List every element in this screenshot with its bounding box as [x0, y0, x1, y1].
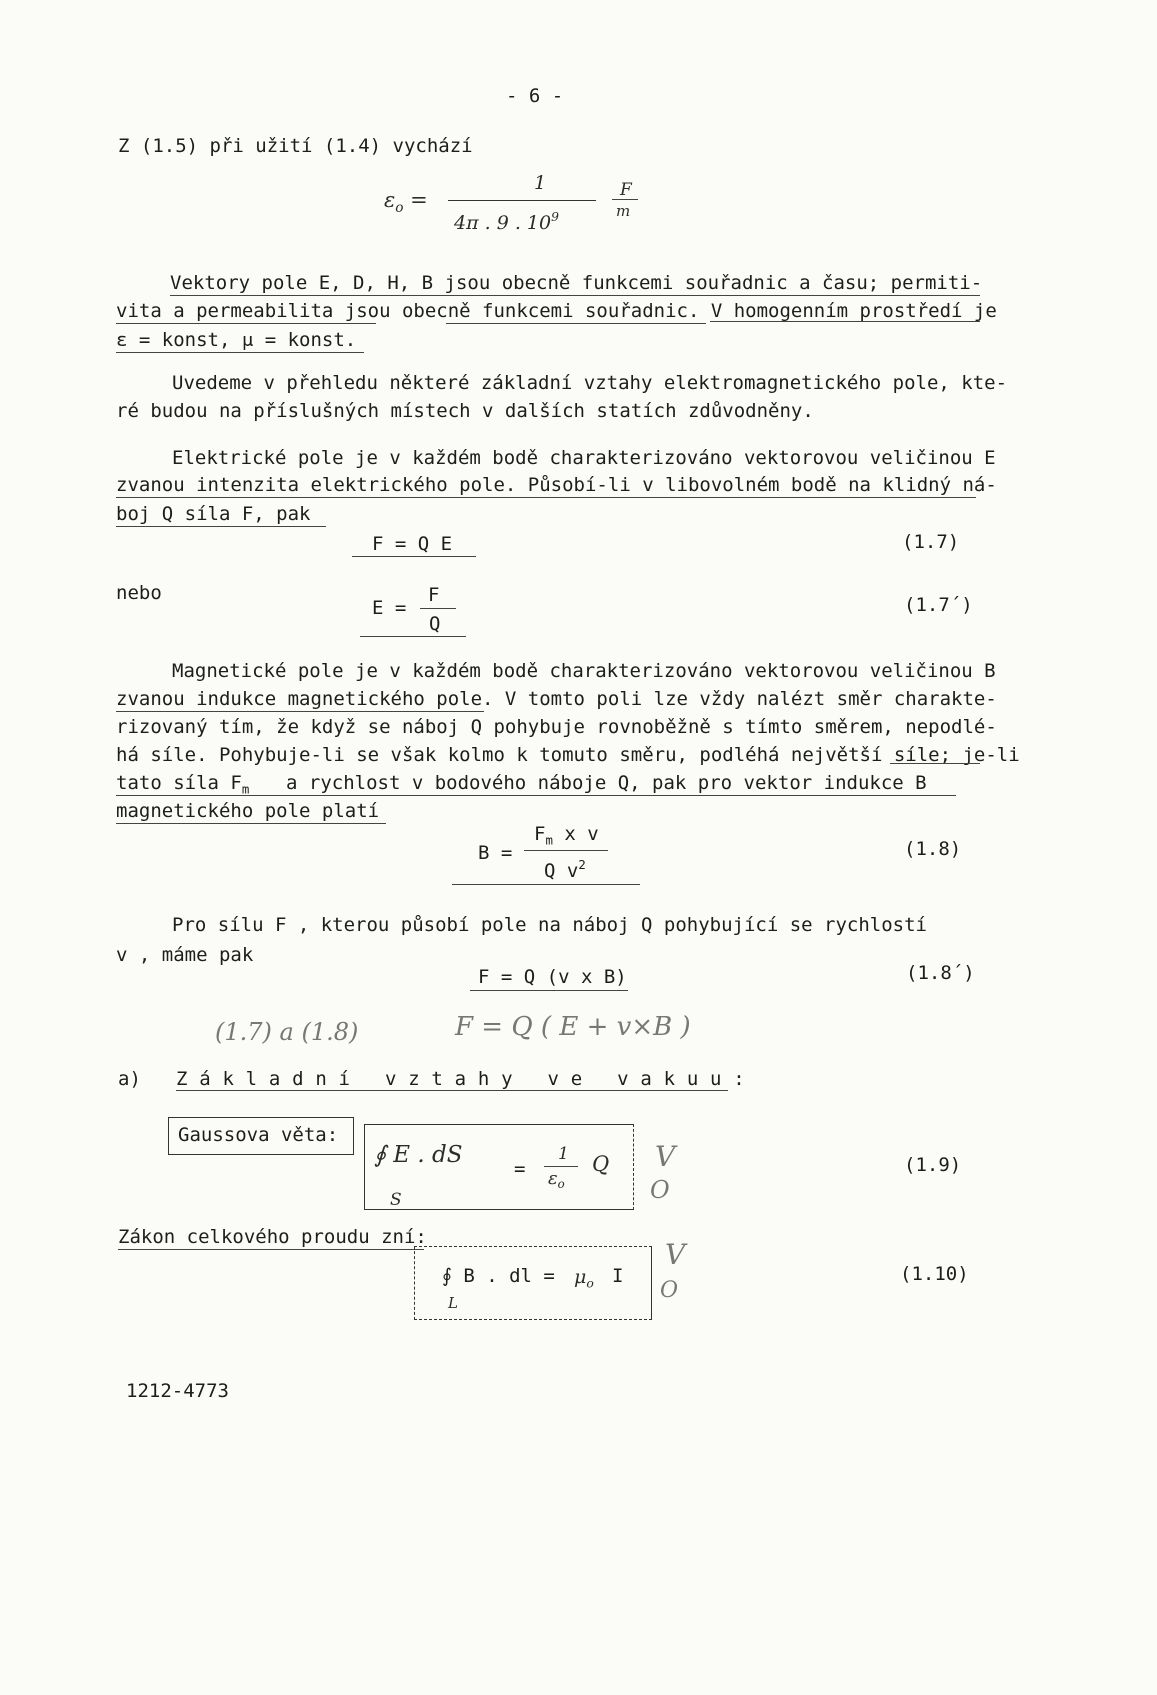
- para4-line2: zvanou indukce magnetického pole. V tomto poli lze vždy nalézt směr charakte-: [116, 688, 997, 710]
- num-force: F: [534, 823, 546, 845]
- ampere-mu: [574, 1266, 594, 1290]
- gauss-number: (1.9): [904, 1154, 962, 1176]
- epsilon0-denominator: [454, 210, 559, 234]
- gauss-margin-mark: V: [655, 1140, 676, 1173]
- epsilon0-numerator: 1: [534, 172, 547, 194]
- ampere-current: I: [612, 1265, 624, 1287]
- den-epsilon-sub: o: [557, 1177, 565, 1192]
- eq-1-8-underline: [452, 884, 640, 885]
- ampere-number: (1.10): [900, 1263, 969, 1285]
- eq-1-7b-lhs: E =: [372, 597, 407, 619]
- section-a-underline: [176, 1090, 728, 1091]
- eq-1-8-numerator: [534, 823, 599, 847]
- eq-1-7-underline: [352, 556, 476, 557]
- para1-underline3: [116, 352, 364, 353]
- para4-underline2: [116, 711, 484, 712]
- para4-line6: magnetického pole platí: [116, 800, 380, 822]
- mu-sub: o: [586, 1276, 594, 1291]
- para3-line2: zvanou intenzita elektrického pole. Působí-li v libovolném bodě na klidný ná-: [116, 474, 997, 496]
- para3-line1: Elektrické pole je v každém bodě charakterizováno vektorovou veličinou E: [172, 447, 996, 469]
- gauss-margin-o: O: [650, 1176, 670, 1204]
- eq-1-8b-number: (1.8´): [906, 962, 975, 984]
- eq-1-7b-fraction-bar: [420, 608, 456, 609]
- page-number: - 6 -: [506, 85, 564, 107]
- den-epsilon: ε: [548, 1168, 558, 1189]
- gauss-lhs: ∮ E . dS: [374, 1142, 463, 1168]
- ampere-margin-mark: V: [665, 1238, 686, 1271]
- unit-numerator: F: [620, 180, 632, 200]
- eq-1-7b-numerator: F: [428, 584, 440, 606]
- epsilon0-lhs: $\varepsilon_o$ =: [384, 188, 428, 216]
- gauss-fraction-numerator: 1: [558, 1144, 569, 1164]
- para4-line5b: a rychlost v bodového náboje Q, pak pro vektor indukce B: [286, 772, 927, 794]
- denominator-text: 4π . 9 . 10: [454, 212, 552, 235]
- para4-line5a: [116, 772, 249, 796]
- epsilon0-fraction-bar: [448, 200, 596, 201]
- force-label: tato síla F: [116, 772, 242, 794]
- epsilon-symbol: ε: [384, 188, 396, 212]
- gauss-label: Gaussova věta:: [178, 1124, 339, 1146]
- mu-symbol: μ: [574, 1266, 587, 1288]
- eq-1-7b-number: (1.7´): [904, 594, 973, 616]
- para5-line2: v , máme pak: [116, 944, 254, 966]
- handnote-left: (1.7) a (1.8): [215, 1018, 359, 1046]
- para1-line3: ε = konst, μ = konst.: [116, 329, 357, 351]
- num-rest: x v: [552, 823, 599, 845]
- para3-underline3: [116, 526, 326, 527]
- ampere-loop-sub: L: [448, 1294, 458, 1312]
- eq-1-7b-denominator: Q: [429, 613, 441, 635]
- den-exp: 2: [578, 858, 586, 872]
- epsilon-sub: o: [395, 199, 404, 216]
- eq-1-8b: F = Q (v x B): [478, 966, 627, 988]
- nebo-label: nebo: [116, 582, 162, 604]
- ampere-lhs: ∮ B . dl =: [442, 1265, 555, 1287]
- gauss-equals: =: [514, 1158, 526, 1180]
- section-a-title: Základní vztahy ve vakuu:: [176, 1068, 757, 1090]
- section-a-label: a): [118, 1068, 141, 1090]
- den-text: Q v: [544, 860, 579, 883]
- para4-underline5: [116, 795, 956, 796]
- intro-line: Z (1.5) při užití (1.4) vychází: [118, 135, 473, 157]
- force-sub: m: [241, 782, 250, 797]
- para5-line1: Pro sílu F , kterou působí pole na náboj Q pohybující se rychlostí: [172, 914, 927, 936]
- eq-1-8-fraction-bar: [524, 850, 608, 851]
- para4-line1: Magnetické pole je v každém bodě charakterizováno vektorovou veličinou B: [172, 660, 996, 682]
- denominator-exponent: 9: [551, 210, 559, 224]
- para4-underline6: [116, 823, 386, 824]
- handnote-right: F = Q ( E + v×B ): [455, 1012, 691, 1042]
- para4-line4: há síle. Pohybuje-li se však kolmo k tomuto směru, podléhá největší síle; je-li: [116, 744, 1020, 766]
- para4-line3: rizovaný tím, že když se náboj Q pohybuje rovnoběžně s tímto směrem, nepodlé-: [116, 716, 997, 738]
- gauss-surface-sub: S: [390, 1190, 402, 1210]
- ampere-margin-o: O: [660, 1278, 679, 1303]
- para3-underline2: [116, 497, 976, 498]
- ampere-label: Zákon celkového proudu zní:: [118, 1226, 427, 1248]
- para3-line3: boj Q síla F, pak: [116, 503, 311, 525]
- eq-1-8-lhs: B =: [478, 842, 513, 864]
- unit-bar: [612, 199, 638, 200]
- num-force-sub: m: [545, 833, 553, 848]
- para2-line1: Uvedeme v přehledu některé základní vztahy elektromagnetického pole, kte-: [172, 372, 1008, 394]
- para4-underline4: [890, 763, 980, 764]
- para1-underline1: [170, 295, 980, 296]
- para1-underline2c: [710, 321, 980, 322]
- ampere-label-underline: [118, 1249, 424, 1250]
- para1-underline2a: [116, 323, 376, 324]
- eq-1-8-denominator: [544, 858, 586, 882]
- eq-1-8b-underline: [470, 990, 628, 991]
- para1-underline2b: [446, 323, 706, 324]
- eq-1-7-number: (1.7): [902, 531, 960, 553]
- unit-denominator: m: [616, 202, 631, 220]
- gauss-fraction-denominator: [548, 1168, 565, 1191]
- gauss-fraction-bar: [544, 1166, 578, 1167]
- eq-1-7b-underline: [360, 636, 466, 637]
- para1-line1: Vektory pole E, D, H, B jsou obecně funkcemi souřadnic a času; permiti-: [170, 272, 983, 294]
- eq-1-8-number: (1.8): [904, 838, 962, 860]
- eq-1-7: F = Q E: [372, 533, 453, 555]
- footer-code: 1212-4773: [126, 1380, 229, 1402]
- gauss-charge: Q: [592, 1152, 610, 1176]
- para1-line2: vita a permeabilita jsou obecně funkcemi souřadnic. V homogenním prostředí je: [116, 300, 997, 322]
- para2-line2: ré budou na příslušných místech v dalších statích zdůvodněny.: [116, 400, 814, 422]
